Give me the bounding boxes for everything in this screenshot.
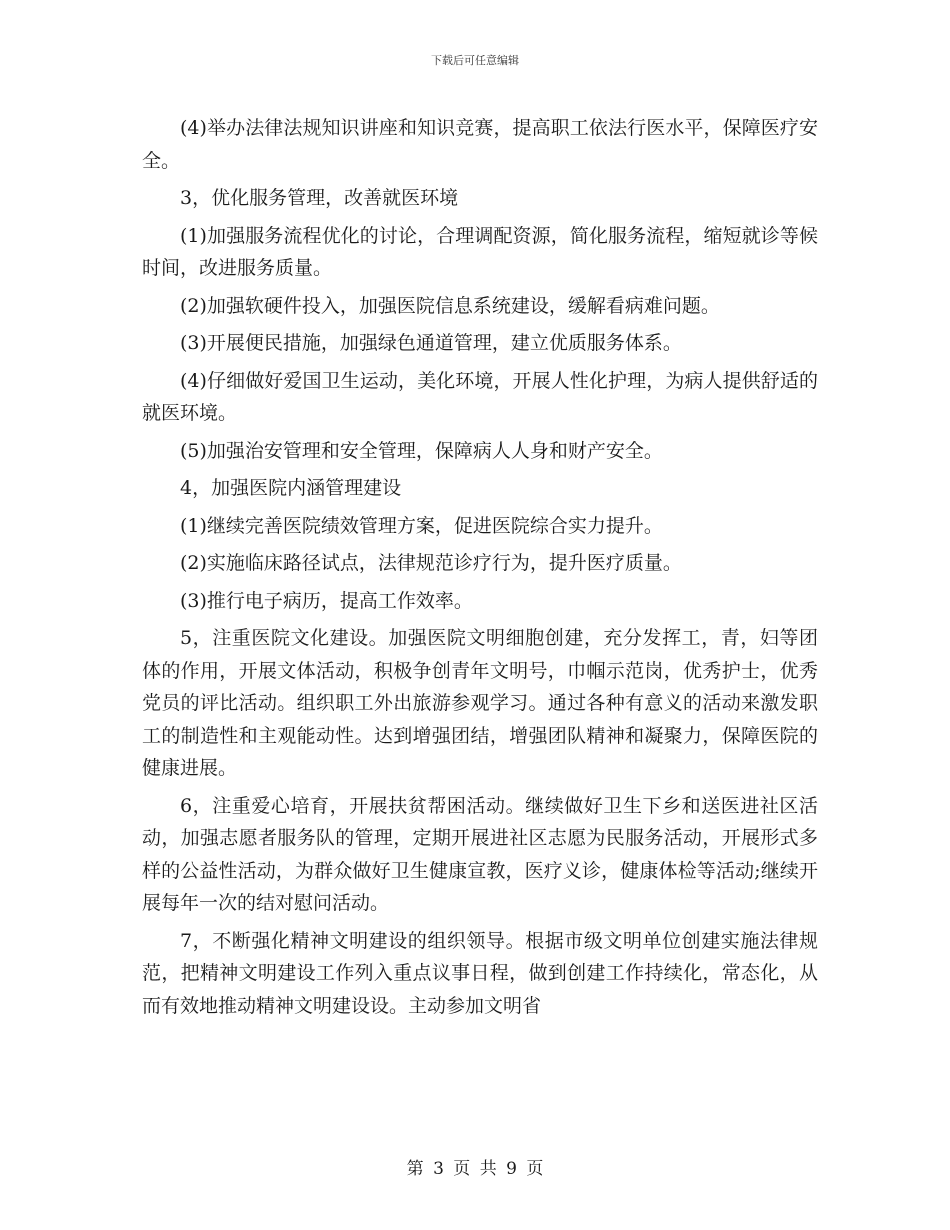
page-header: 下载后可任意编辑 <box>431 54 519 67</box>
paragraph: (3)推行电子病历，提高工作效率。 <box>180 589 473 612</box>
section-heading: 3，优化服务管理，改善就医环境 <box>180 187 459 209</box>
paragraph: 7，不断强化精神文明建设的组织领导。根据市级文明单位创建实施法律规范，把精神文明建设工作列入重点议事日程，做到创建工作持续化，常态化，从而有效地推动精神文明建设设。主动参加文明省 <box>142 929 818 1017</box>
paragraph: (4)仔细做好爱国卫生运动，美化环境，开展人性化护理，为病人提供舒适的就医环境。 <box>142 369 818 424</box>
paragraph: (2)加强软硬件投入，加强医院信息系统建设，缓解看病难问题。 <box>180 294 720 317</box>
paragraph: 5，注重医院文化建设。加强医院文明细胞创建，充分发挥工，青，妇等团体的作用，开展文体活动，积极争创青年文明号，巾帼示范岗，优秀护士，优秀党员的评比活动。组织职工外出旅游参观学习。通过各种有意义的活动来激发职工的制造性和主观能动性。达到增强团结，增强团队精神和凝聚力，保障医院的健康进展。 <box>142 627 818 779</box>
section-heading: 4，加强医院内涵管理建设 <box>180 477 402 499</box>
paragraph: (3)开展便民措施，加强绿色通道管理，建立优质服务体系。 <box>180 332 682 354</box>
page-number: 第 3 页 共 9 页 <box>406 1159 544 1179</box>
paragraph: (4)举办法律法规知识讲座和知识竞赛，提高职工依法行医水平，保障医疗安全。 <box>142 117 818 172</box>
paragraph: (5)加强治安管理和安全管理，保障病人人身和财产安全。 <box>180 439 663 462</box>
paragraph: (2)实施临床路径试点，法律规范诊疗行为，提升医疗质量。 <box>180 552 682 574</box>
paragraph: 6，注重爱心培育，开展扶贫帮困活动。继续做好卫生下乡和送医进社区活动，加强志愿者服务队的管理，定期开展进社区志愿为民服务活动，开展形式多样的公益性活动，为群众做好卫生健康宣教，医疗义诊，健康体检等活动;继续开展每年一次的结对慰问活动。 <box>142 794 818 914</box>
paragraph: (1)加强服务流程优化的讨论，合理调配资源，简化服务流程，缩短就诊等候时间，改进服务质量。 <box>142 224 818 279</box>
document-body <box>142 112 818 1027</box>
paragraph: (1)继续完善医院绩效管理方案，促进医院综合实力提升。 <box>180 514 663 537</box>
